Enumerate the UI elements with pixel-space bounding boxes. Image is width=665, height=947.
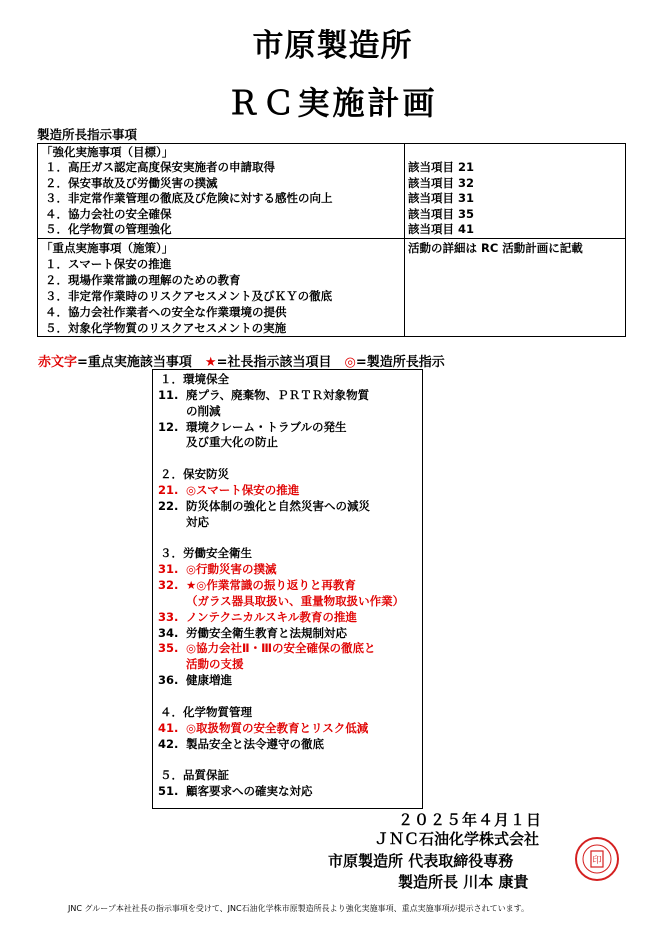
company-seal-icon [574, 836, 620, 882]
table-row-divider [37, 238, 626, 239]
directive-item-ref: 該当項目 32 [408, 175, 475, 190]
plan-item: （ガラス器具取扱い、重量物取扱い作業） [186, 593, 405, 608]
directive-heading: 製造所長指示事項 [37, 127, 138, 142]
plan-item-number: 33. [158, 609, 179, 624]
directive-item-ref: 該当項目 21 [408, 160, 475, 174]
policy-item: ４．協力会社作業者への安全な作業環境の提供 [45, 305, 287, 319]
plan-item: ◎スマート保安の推進 [186, 482, 300, 497]
plan-item: ◎協力会社Ⅱ・Ⅲの安全確保の徹底と [186, 641, 376, 656]
plan-item-number: 42. [158, 736, 179, 751]
plan-item-number: 41. [158, 720, 179, 735]
directive-item-ref: 該当項目 41 [408, 222, 475, 236]
plan-item: 活動の支援 [186, 657, 244, 672]
plan-item: の削減 [186, 403, 221, 418]
legend-red-label: 赤文字 [38, 355, 78, 370]
signature-name: 製造所長 川本 康貴 [398, 873, 529, 891]
seal-text: 印 [592, 856, 602, 866]
plan-item-number: 22. [158, 498, 179, 513]
directive-item: ３．非定常作業管理の徹底及び危険に対する感性の向上 [45, 191, 333, 205]
plan-item: 健康増進 [186, 673, 232, 688]
plan-item-number: 11. [158, 387, 179, 402]
plan-item: ◎取扱物質の安全教育とリスク低減 [186, 720, 369, 735]
plan-section-heading: １．環境保全 [160, 372, 229, 386]
page-subtitle: ＲＣ実施計画 [227, 84, 438, 122]
plan-item-number: 12. [158, 419, 179, 434]
plan-item: 環境クレーム・トラブルの発生 [186, 419, 347, 434]
plan-item: ◎行動災害の撲滅 [186, 562, 277, 577]
directive-item: ４．協力会社の安全確保 [45, 206, 172, 221]
section2-note: 活動の詳細は RC 活動計画に記載 [408, 241, 583, 255]
plan-item-number: 36. [158, 673, 179, 688]
plan-item: ★◎作業常識の振り返りと再教育 [186, 578, 356, 593]
policy-item: ５．対象化学物質のリスクアセスメントの実施 [45, 321, 287, 335]
footnote: JNC グループ本社社長の指示事項を受けて、JNC石油化学株市原製造所長より強化実施事項、重点実施事項が提示されています。 [68, 904, 529, 913]
signature-title: 市原製造所 代表取締役専務 [328, 852, 514, 870]
legend-star-text: =社長指示該当項目 [216, 355, 345, 370]
plan-item: 及び重大化の防止 [186, 435, 278, 450]
signature-company: ＪＮＣ石油化学株式会社 [374, 830, 540, 848]
plan-item: ノンテクニカルスキル教育の推進 [186, 609, 357, 624]
directive-item: １．高圧ガス認定高度保安実施者の申請取得 [45, 160, 275, 174]
plan-item-number: 35. [158, 641, 179, 656]
plan-item: 防災体制の強化と自然災害への減災 [186, 498, 370, 513]
plan-item: 廃プラ、廃棄物、ＰＲＴＲ対象物質 [186, 387, 370, 402]
signature-date: ２０２５年４月１日 [398, 811, 543, 829]
directive-item: ５．化学物質の管理強化 [45, 222, 172, 236]
plan-item: 対応 [186, 514, 209, 529]
directive-item-ref: 該当項目 31 [408, 191, 475, 205]
plan-section-heading: ５．品質保証 [160, 768, 229, 783]
plan-item-number: 31. [158, 562, 179, 577]
plan-item-number: 51. [158, 784, 179, 799]
policy-item: ２．現場作業常識の理解のための教育 [45, 273, 241, 287]
plan-section-heading: ４．化学物質管理 [160, 704, 252, 719]
plan-item: 製品安全と法令遵守の徹底 [186, 736, 324, 751]
directive-item: ２．保安事故及び労働災害の撲滅 [45, 175, 218, 190]
legend-star-label: ★ [204, 355, 217, 370]
policy-item: １．スマート保安の推進 [45, 257, 172, 271]
page-title: 市原製造所 [252, 28, 413, 64]
plan-item-number: 34. [158, 625, 179, 640]
table-divider [404, 143, 405, 337]
plan-item: 顧客要求への確実な対応 [186, 784, 313, 799]
plan-item-number: 21. [158, 482, 179, 497]
plan-section-heading: ３．労働安全衛生 [160, 546, 252, 561]
section2-heading: 「重点実施事項（施策）」 [41, 241, 174, 255]
section1-heading: 「強化実施事項（目標）」 [41, 145, 174, 159]
plan-item-number: 32. [158, 578, 179, 593]
legend-circle-text: =製造所長指示 [355, 355, 445, 370]
directive-item-ref: 該当項目 35 [408, 206, 475, 221]
plan-section-heading: ２．保安防災 [160, 467, 229, 482]
policy-item: ３．非定常作業時のリスクアセスメント及びＫＹの徹底 [45, 289, 333, 303]
plan-item: 労働安全衛生教育と法規制対応 [186, 625, 347, 640]
legend-circle-label: ◎ [344, 355, 356, 370]
legend-red-text: =重点実施該当事項 [77, 355, 205, 370]
legend [38, 351, 445, 370]
